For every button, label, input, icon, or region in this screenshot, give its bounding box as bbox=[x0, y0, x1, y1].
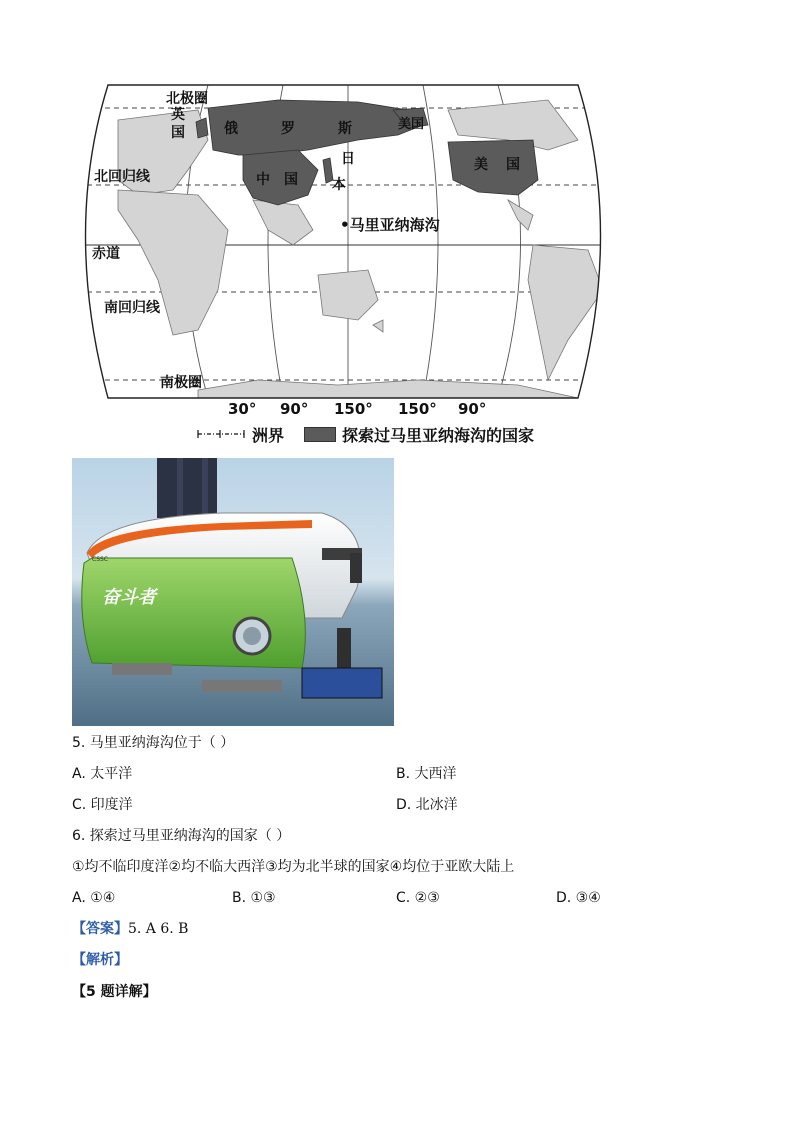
map-legend bbox=[196, 424, 534, 444]
world-map bbox=[78, 80, 623, 450]
q5-option-d: D. 北冰洋 bbox=[396, 797, 458, 813]
analysis-line bbox=[72, 953, 128, 967]
usa-alaska-label: 美国 bbox=[398, 117, 425, 132]
analysis-tag: 【解析】 bbox=[72, 952, 128, 968]
submersible-illustration bbox=[72, 458, 394, 726]
q6-option-d: D. ③④ bbox=[556, 890, 601, 906]
japan-label-2: 本 bbox=[332, 177, 346, 193]
usa-label-1: 美 bbox=[474, 157, 488, 173]
legend-explored-label: 探索过马里亚纳海沟的国家 bbox=[342, 425, 535, 445]
submersible-photo bbox=[72, 458, 394, 726]
answer-tag: 【答案】 bbox=[72, 921, 128, 937]
longitude-label: 30° bbox=[228, 400, 257, 418]
q6-stem: 6. 探索过马里亚纳海沟的国家（ ） bbox=[72, 828, 291, 844]
russia-label-2: 罗 bbox=[281, 121, 295, 137]
q5-option-a: A. 太平洋 bbox=[72, 766, 133, 782]
q6-option-b: B. ①③ bbox=[232, 890, 276, 906]
russia-label-1: 俄 bbox=[224, 121, 238, 137]
legend-explored-swatch bbox=[304, 427, 336, 442]
uk-label-1: 英 bbox=[171, 107, 185, 123]
equator-label: 赤道 bbox=[92, 246, 120, 262]
tropic-of-capricorn-label: 南回归线 bbox=[104, 300, 160, 316]
uk-label-2: 国 bbox=[171, 125, 185, 141]
answer-text: 5. A 6. B bbox=[128, 921, 189, 937]
russia-label-3: 斯 bbox=[338, 121, 352, 137]
antarctic-circle-label: 南极圈 bbox=[160, 375, 202, 391]
longitude-label: 150° bbox=[334, 400, 373, 418]
cssc-badge-text: CSSC bbox=[92, 556, 108, 563]
q6-statement: ①均不临印度洋②均不临大西洋③均为北半球的国家④均位于亚欧大陆上 bbox=[72, 859, 515, 875]
longitude-label: 90° bbox=[280, 400, 309, 418]
arctic-circle-label: 北极圈 bbox=[166, 91, 208, 107]
longitude-label: 90° bbox=[458, 400, 487, 418]
longitude-label: 150° bbox=[398, 400, 437, 418]
q6-option-c: C. ②③ bbox=[396, 890, 440, 906]
q6-option-a: A. ①④ bbox=[72, 890, 116, 906]
detail-heading: 【5 题详解】 bbox=[72, 984, 157, 1000]
hull-name-text: 奋斗者 bbox=[102, 587, 156, 608]
q5-option-b: B. 大西洋 bbox=[396, 766, 457, 782]
q5-stem: 5. 马里亚纳海沟位于（ ） bbox=[72, 735, 235, 751]
japan-label-1: 日 bbox=[341, 151, 355, 167]
china-label-1: 中 bbox=[256, 172, 270, 188]
mariana-trench-label: •马里亚纳海沟 bbox=[340, 216, 440, 234]
boundary-line-icon bbox=[196, 429, 246, 439]
tropic-of-cancer-label: 北回归线 bbox=[94, 169, 150, 185]
q5-option-c: C. 印度洋 bbox=[72, 797, 133, 813]
legend-boundary-label: 洲界 bbox=[252, 425, 285, 445]
usa-label-2: 国 bbox=[506, 157, 520, 173]
answer-line bbox=[72, 922, 188, 936]
china-label-2: 国 bbox=[284, 172, 298, 188]
